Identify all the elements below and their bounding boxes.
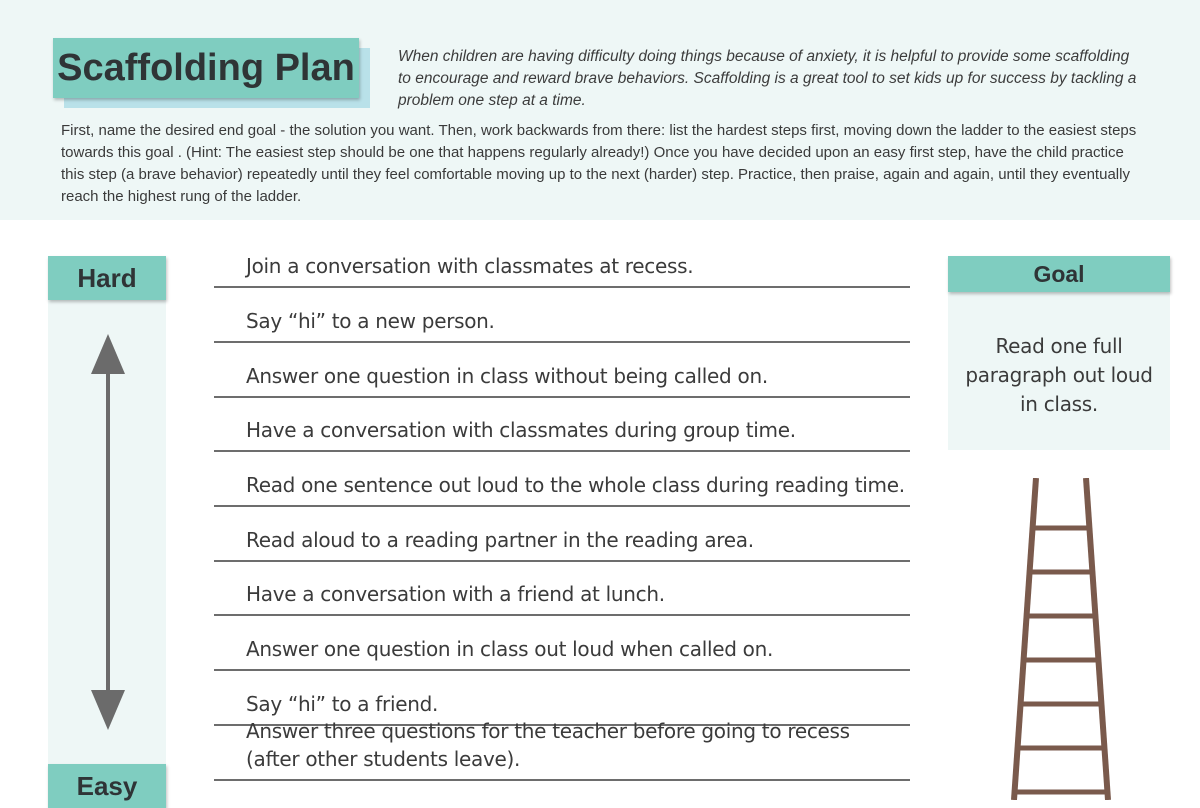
step-text-line-1: Answer three questions for the teacher before going to recess [246, 719, 850, 743]
step-row[interactable] [214, 516, 910, 562]
instructions-text: First, name the desired end goal - the solution you want. Then, work backwards from there: list the hardest steps first, moving down the ladder to the easiest steps towards this goal . (Hint: The easiest step should be one that happens regularly already!) Once you have decided upon an easy first step, have the child practice this step (a brave behavior) repeatedly until they feel comfortable moving up to the next (harder) step. Practice, then praise, again and again, until they eventually reach the highest rung of the ladder. [61, 122, 1137, 205]
step-text: Read aloud to a reading partner in the reading area. [246, 528, 754, 552]
step-text-line-2: (after other students leave). [246, 747, 521, 771]
step-row[interactable] [214, 300, 910, 343]
step-row[interactable] [214, 570, 910, 616]
step-text: Have a conversation with classmates during group time. [246, 418, 796, 442]
step-row[interactable] [214, 623, 910, 671]
intro-italic-text: When children are having difficulty doing things because of anxiety, it is helpful to provide some scaffolding to encourage and reward brave behaviors. Scaffolding is a great tool to set kids up for success by tackling a problem one step at a time. [398, 48, 1137, 109]
step-text: Answer one question in class without being called on. [246, 364, 768, 388]
step-text: Answer one question in class out loud when called on. [246, 637, 774, 661]
step-text: Say “hi” to a friend. [246, 692, 439, 716]
step-text: Have a conversation with a friend at lunch. [246, 582, 665, 606]
hard-label: Hard [48, 256, 166, 300]
step-row[interactable] [214, 408, 910, 452]
step-text: Say “hi” to a new person. [246, 309, 495, 333]
goal-text[interactable]: Read one full paragraph out loud in class. [965, 334, 1153, 416]
page-title: Scaffolding Plan [53, 38, 359, 98]
step-row[interactable] [214, 355, 910, 398]
step-row[interactable] [214, 463, 910, 507]
ladder-icon [1006, 478, 1116, 800]
step-row[interactable] [214, 244, 910, 288]
step-text: Read one sentence out loud to the whole class during reading time. [246, 473, 905, 497]
step-row-two-line[interactable] [214, 719, 910, 781]
steps-list [214, 0, 910, 800]
easy-label: Easy [48, 764, 166, 808]
goal-label: Goal [948, 256, 1170, 292]
step-text: Join a conversation with classmates at recess. [246, 254, 694, 278]
double-arrow-icon [86, 332, 130, 732]
